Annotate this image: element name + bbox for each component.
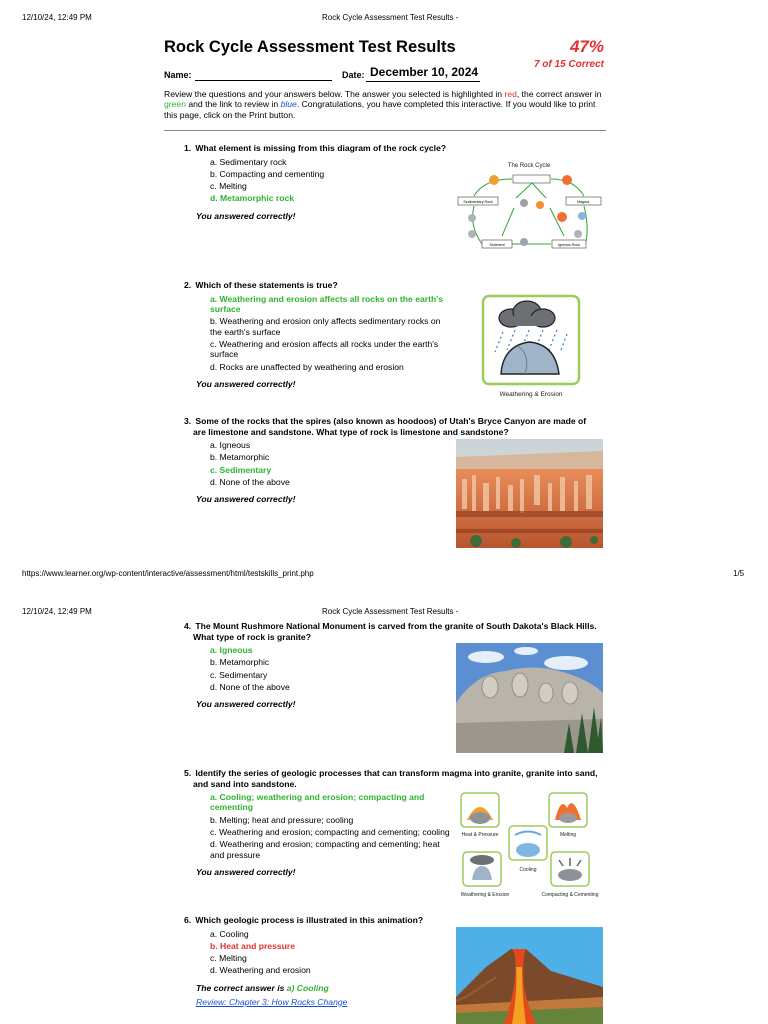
option-c: c. Weathering and erosion affects all rocks under the earth's surface xyxy=(210,338,439,360)
volcano-animation xyxy=(456,927,603,1024)
correct-answer: a) Cooling xyxy=(286,982,329,993)
bryce-canyon-photo xyxy=(456,439,603,548)
option-d: d. None of the above xyxy=(210,476,290,487)
option-b-selected-wrong: b. Heat and pressure xyxy=(210,940,296,951)
mount-rushmore-photo xyxy=(456,643,603,753)
option-d: d. Weathering and erosion xyxy=(210,965,311,976)
option-a-correct: a. Igneous xyxy=(210,645,253,655)
option-b: b. Melting; heat and pressure; cooling xyxy=(210,814,354,825)
weathering-erosion-illustration xyxy=(481,294,581,402)
option-d-correct: d. Metamorphic rock xyxy=(210,193,295,204)
score-text: 7 of 15 Correct xyxy=(533,59,604,70)
question-text: 4. The Mount Rushmore National Monument is carved from the granite of South Dakota's Black Hills. What type of rock is granite? xyxy=(184,621,597,642)
rock-cycle-diagram xyxy=(454,156,604,256)
print-doc-title: Rock Cycle Assessment Test Results - xyxy=(322,607,459,616)
label-heat-pressure: Heat & Pressure xyxy=(461,832,499,838)
print-page-number: 1/5 xyxy=(733,569,745,578)
date-value: December 10, 2024 xyxy=(366,65,480,82)
option-b: b. Metamorphic xyxy=(210,452,270,463)
option-a: a. Igneous xyxy=(210,440,251,450)
label-cooling: Cooling xyxy=(519,867,537,873)
feedback-text: You answered correctly! xyxy=(196,867,296,878)
score-percent: 47% xyxy=(569,37,604,56)
intro-blue-word: blue xyxy=(280,99,297,110)
option-d: d. Rocks are unaffected by weathering and erosion xyxy=(210,361,404,372)
option-a-correct: a. Weathering and erosion affects all rocks on the earth's surface xyxy=(210,293,444,314)
feedback-text: You answered correctly! xyxy=(196,699,296,710)
box-igneous-rock: Igneous Rock xyxy=(558,243,580,247)
option-d: d. Weathering and erosion; compacting and cementing; heat and pressure xyxy=(210,839,440,860)
option-c: c. Weathering and erosion; compacting and cementing; cooling xyxy=(210,827,450,837)
feedback-text: The correct answer is a) Cooling xyxy=(196,982,329,993)
diagram-title: The Rock Cycle xyxy=(507,163,551,169)
feedback-text: You answered correctly! xyxy=(196,210,296,221)
geologic-processes-illustration xyxy=(455,790,605,902)
review-link[interactable]: Review: Chapter 3: How Rocks Change xyxy=(196,996,348,1007)
page-title: Rock Cycle Assessment Test Results xyxy=(164,38,456,56)
question-text: 2. Which of these statements is true? xyxy=(184,280,338,290)
option-c: c. Melting xyxy=(210,181,247,192)
feedback-text: You answered correctly! xyxy=(196,494,296,505)
name-field xyxy=(195,80,332,81)
print-doc-title: Rock Cycle Assessment Test Results - xyxy=(322,13,459,22)
option-b: b. Metamorphic xyxy=(210,657,270,668)
box-sediment: Sediment xyxy=(489,243,505,247)
print-url: https://www.learner.org/wp-content/interactive/assessment/html/testskills_print.php xyxy=(22,569,314,578)
option-b: b. Weathering and erosion only affects sedimentary rocks on the earth's surface xyxy=(210,316,441,337)
option-a-correct: a. Cooling; weathering and erosion; compacting and cementing xyxy=(210,792,425,813)
name-label: Name: xyxy=(164,70,192,80)
label-melting: Melting xyxy=(559,832,577,838)
intro-green-word: green xyxy=(164,99,186,110)
print-datetime: 12/10/24, 12:49 PM xyxy=(22,607,92,616)
label-weathering-erosion: Weathering & Erosion xyxy=(460,892,510,898)
label-compacting-cementing: Compacting & Cementing xyxy=(541,892,599,898)
box-sedimentary-rock: Sedimentary Rock xyxy=(463,200,493,204)
option-a: a. Sedimentary rock xyxy=(210,156,287,167)
print-datetime: 12/10/24, 12:49 PM xyxy=(22,13,92,22)
option-d: d. None of the above xyxy=(210,681,290,692)
option-b: b. Compacting and cementing xyxy=(210,168,325,179)
intro-red-word: red xyxy=(504,89,517,99)
feedback-text: You answered correctly! xyxy=(196,379,296,390)
box-magma: Magma xyxy=(577,200,589,204)
question-text: 3. Some of the rocks that the spires (also known as hoodoos) of Utah's Bryce Canyon are made of are limestone and sandstone. What type of rock is limestone and sandstone? xyxy=(184,416,587,437)
question-text: 5. Identify the series of geologic processes that can transform magma into granite, granite into sand, and sand into sandstone. xyxy=(184,768,598,789)
image-caption: Weathering & Erosion xyxy=(499,391,563,398)
option-c: c. Melting xyxy=(210,953,247,964)
question-text: 1. What element is missing from this diagram of the rock cycle? xyxy=(184,143,447,153)
intro-text: Review the questions and your answers below. The answer you selected is highlighted in red, the correct answer in green and the link to review in blue. Congratulations, you have completed this interactive. If you would like to print this page, click on the Print button. xyxy=(164,89,602,120)
divider xyxy=(164,130,606,131)
option-a: a. Cooling xyxy=(210,928,249,939)
date-label: Date: xyxy=(342,70,365,80)
question-text: 6. Which geologic process is illustrated in this animation? xyxy=(184,915,424,925)
option-c: c. Sedimentary xyxy=(210,669,268,680)
option-c-correct: c. Sedimentary xyxy=(210,464,272,475)
